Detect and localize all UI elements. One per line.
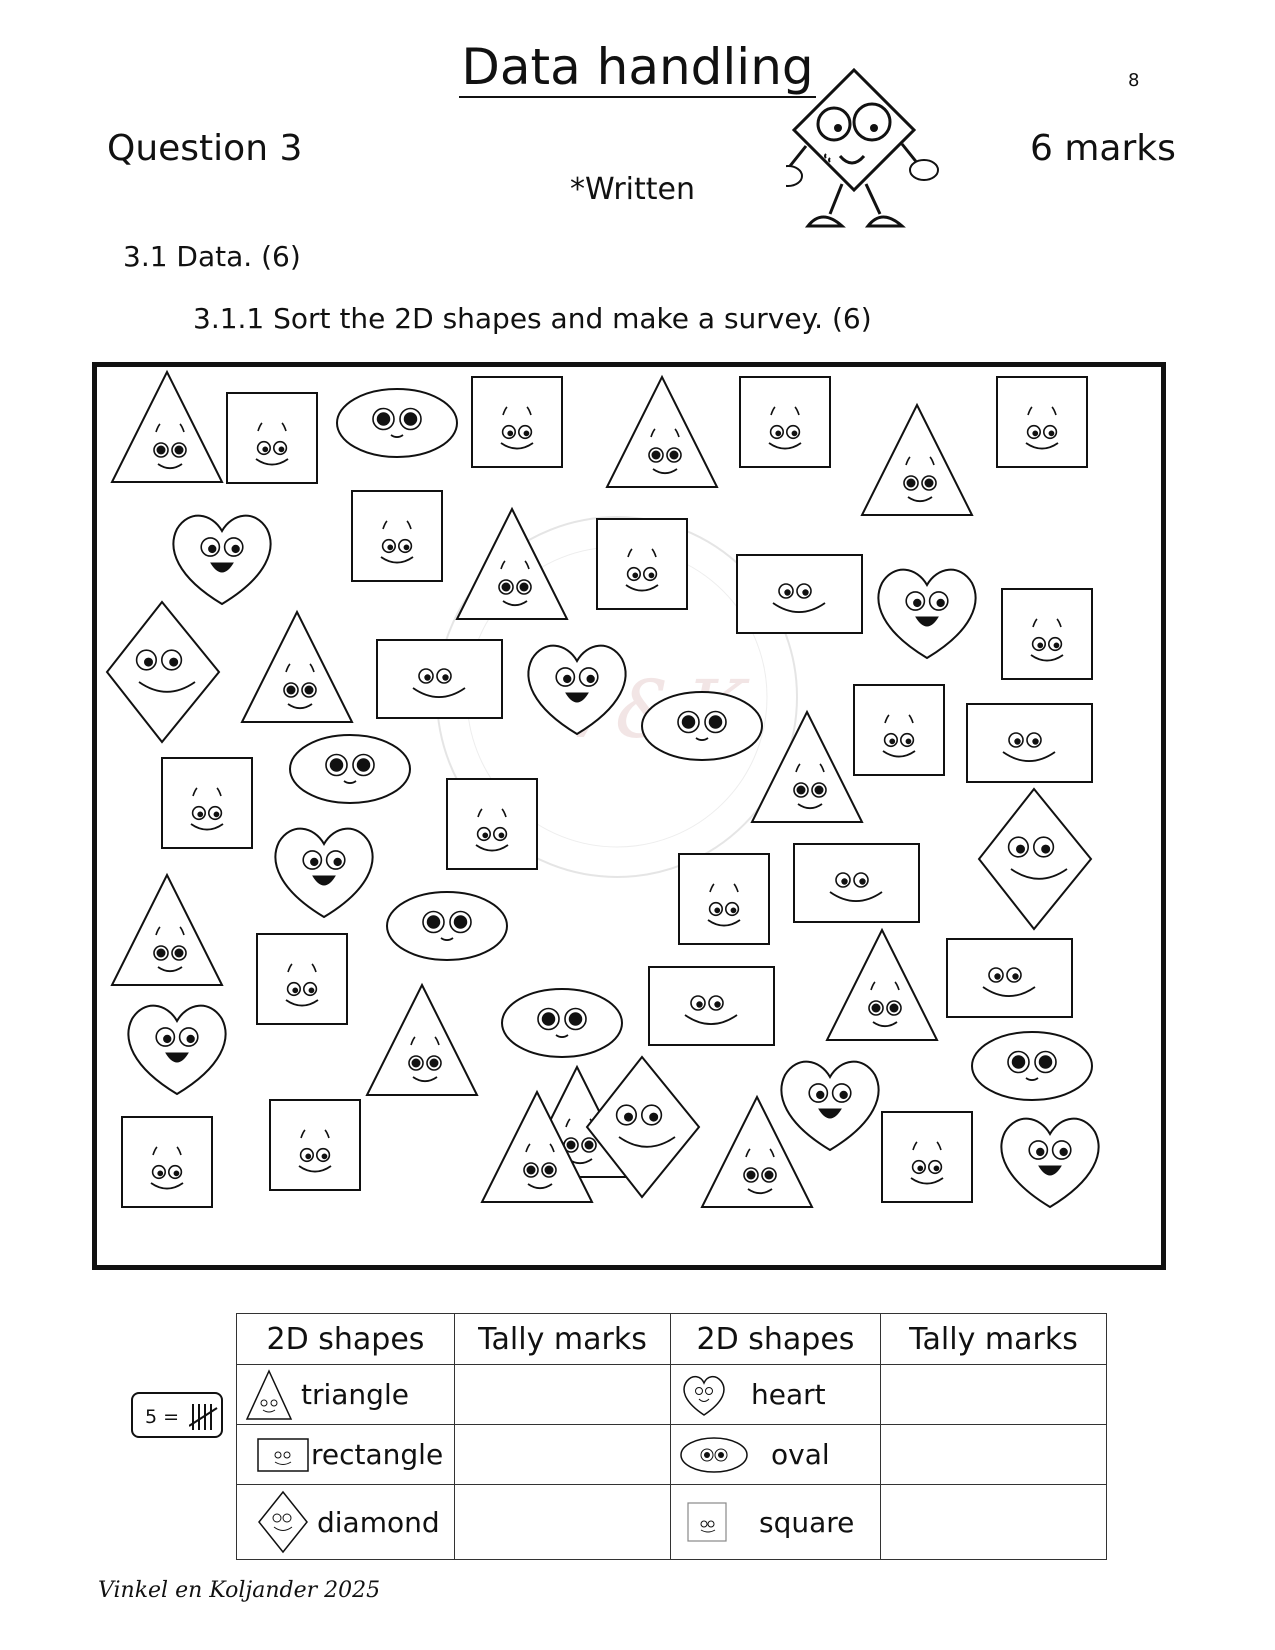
table-row (237, 1365, 1107, 1425)
rectangle-shape (947, 939, 1072, 1017)
shapes-picture-frame (92, 362, 1166, 1270)
heart-shape (275, 829, 372, 917)
square-shape (447, 779, 537, 869)
triangle-shape (607, 377, 717, 487)
shape-cell-oval (671, 1425, 881, 1485)
square-shape (257, 934, 347, 1024)
square-shape (1002, 589, 1092, 679)
rectangle-shape (377, 640, 502, 718)
square-icon (687, 1502, 727, 1542)
shape-cell-square (671, 1485, 881, 1560)
footer-credit: Vinkel en Koljander 2025 (98, 1578, 381, 1603)
triangle-icon (245, 1369, 293, 1421)
shape-label: square (759, 1505, 855, 1539)
square-shape (997, 377, 1087, 467)
square-shape (162, 758, 252, 848)
legend-label: 5 = (145, 1406, 180, 1428)
oval-shape (337, 389, 457, 457)
heart-shape (173, 516, 270, 604)
tally-answer-cell[interactable] (881, 1365, 1107, 1425)
square-shape (597, 519, 687, 609)
heart-shape (1001, 1119, 1098, 1207)
tally-five-icon (189, 1400, 219, 1434)
question-label: Question 3 (107, 128, 303, 169)
column-header: 2D shapes (671, 1314, 881, 1365)
subsection-instruction: 3.1.1 Sort the 2D shapes and make a survey. (6) (193, 302, 872, 335)
shape-label: heart (751, 1378, 826, 1411)
table-row (237, 1485, 1107, 1560)
square-shape (122, 1117, 212, 1207)
triangle-shape (242, 612, 352, 722)
oval-shape (290, 735, 410, 803)
shape-label: oval (771, 1438, 830, 1471)
rectangle-shape (967, 704, 1092, 782)
square-shape (882, 1112, 972, 1202)
oval-shape (972, 1032, 1092, 1100)
rectangle-shape (649, 967, 774, 1045)
square-shape (352, 491, 442, 581)
rectangle-icon (257, 1437, 309, 1473)
shape-cell-rectangle (237, 1425, 455, 1485)
oval-shape (387, 892, 507, 960)
heart-shape (128, 1006, 225, 1094)
shape-cell-triangle (237, 1365, 455, 1425)
table-header-row (237, 1314, 1107, 1365)
oval-icon (679, 1435, 749, 1475)
tally-answer-cell[interactable] (881, 1485, 1107, 1560)
tally-table (236, 1313, 1107, 1560)
square-shape (472, 377, 562, 467)
triangle-shape (752, 712, 862, 822)
column-header: 2D shapes (237, 1314, 455, 1365)
rectangle-shape (794, 844, 919, 922)
square-shape (854, 685, 944, 775)
tally-answer-cell[interactable] (881, 1425, 1107, 1485)
tally-answer-cell[interactable] (455, 1485, 671, 1560)
square-shape (227, 393, 317, 483)
heart-icon (679, 1371, 729, 1419)
tally-legend (131, 1392, 223, 1438)
shape-cell-diamond (237, 1485, 455, 1560)
shape-label: rectangle (311, 1438, 444, 1471)
oval-shape (642, 692, 762, 760)
triangle-shape (827, 930, 937, 1040)
triangle-shape (457, 509, 567, 619)
square-shape (740, 377, 830, 467)
oval-shape (502, 989, 622, 1057)
diamond-shape (979, 789, 1091, 929)
heart-shape (878, 570, 975, 658)
rectangle-shape (737, 555, 862, 633)
square-shape (679, 854, 769, 944)
column-header: Tally marks (455, 1314, 671, 1365)
tally-answer-cell[interactable] (455, 1365, 671, 1425)
tally-answer-cell[interactable] (455, 1425, 671, 1485)
square-shape (270, 1100, 360, 1190)
column-header: Tally marks (881, 1314, 1107, 1365)
triangle-shape (112, 372, 222, 482)
triangle-shape (862, 405, 972, 515)
page-number: 8 (1128, 70, 1140, 91)
written-note: *Written (570, 172, 695, 207)
shape-cell-heart (671, 1365, 881, 1425)
triangle-shape (367, 985, 477, 1095)
section-heading: 3.1 Data. (6) (123, 240, 301, 273)
smiling-shapes-picture (97, 367, 1161, 1265)
triangle-shape (112, 875, 222, 985)
heart-shape (781, 1062, 878, 1150)
marks-label: 6 marks (1030, 128, 1176, 169)
shape-label: triangle (301, 1378, 409, 1411)
shape-label: diamond (317, 1505, 440, 1539)
table-row (237, 1425, 1107, 1485)
diamond-shape (107, 602, 219, 742)
page-title: Data handling (461, 38, 814, 96)
diamond-icon (257, 1490, 309, 1554)
diamond-mascot-icon (786, 68, 956, 252)
